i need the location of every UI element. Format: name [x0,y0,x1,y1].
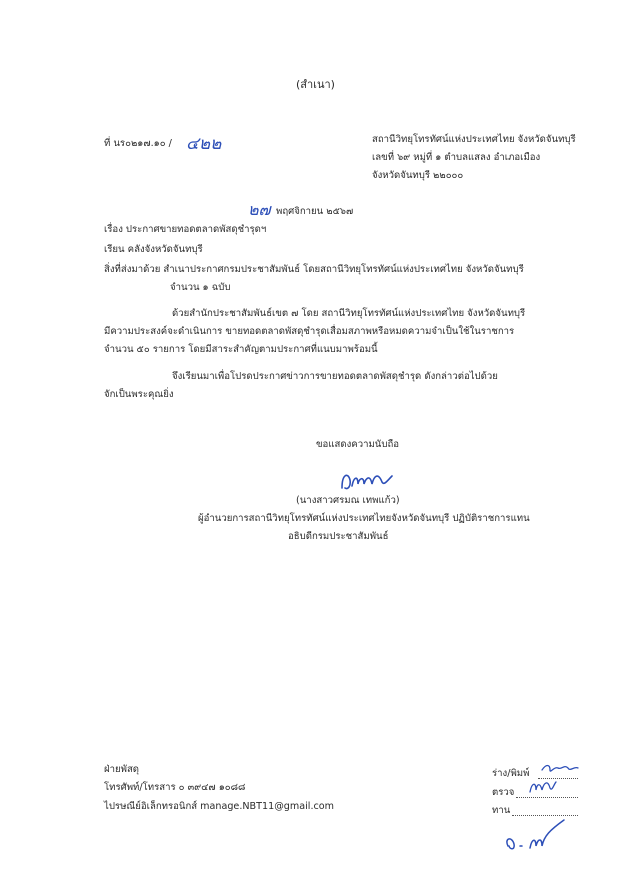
signer-title-line-1: ผู้อำนวยการสถานีวิทยุโทรทัศน์แห่งประเทศไทยจังหวัดจันทบุรี ปฏิบัติราชการแทน [198,513,530,524]
document-title: (สำเนา) [296,78,335,91]
date-day-handwritten: ๒๗ [248,200,271,219]
body-paragraph-1-line-1: ด้วยสำนักประชาสัมพันธ์เขต ๗ โดย สถานีวิทยุโทรทัศน์แห่งประเทศไทย จังหวัดจันทบุรี [172,308,526,319]
body-paragraph-1-line-3: จำนวน ๕๐ รายการ โดยมีสาระสำคัญตามประกาศที่แนบมาพร้อมนี้ [104,344,378,355]
signer-name: (นางสาวศรมณ เทพแก้ว) [296,495,400,506]
date-month-year: พฤศจิกายน ๒๕๖๗ [276,206,354,217]
recipient-line: เรียน คลังจังหวัดจันทบุรี [104,244,203,255]
org-address-line-2: เลขที่ ๖๙ หมู่ที่ ๑ ตำบลแสลง อำเภอเมือง [372,152,541,163]
org-address-line-3: จังหวัดจันทบุรี ๒๒๐๐๐ [372,170,464,181]
typed-by-initials [540,762,580,778]
checked-by-dotted-line [516,797,578,798]
closing-regards: ขอแสดงความนับถือ [316,439,400,450]
reference-number-prefix: ที่ นร๐๒๑๗.๑๐ / [104,138,172,149]
footer-department: ฝ่ายพัสดุ [104,764,140,775]
enclosure-line-2: จำนวน ๑ ฉบับ [170,282,231,293]
checked-by-initials [528,778,558,796]
org-address-line-1: สถานีวิทยุโทรทัศน์แห่งประเทศไทย จังหวัดจันทบุรี [372,134,576,145]
body-paragraph-1-line-2: มีความประสงค์จะดำเนินการ ขายทอดตลาดพัสดุชำรุดเสื่อมสภาพหรือหมดความจำเป็นใช้ในราชการ [104,326,515,337]
body-paragraph-2-line-1: จึงเรียนมาเพื่อโปรดประกาศข่าวการขายทอดตลาดพัสดุชำรุด ดังกล่าวต่อไปด้วย [172,371,498,382]
signature-handwritten [336,466,396,496]
reviewed-by-label: ทาน [492,805,511,816]
reviewed-by-initials [500,816,570,858]
checked-by-label: ตรวจ [492,787,515,798]
reference-number-handwritten: ๔๒๒ [186,134,222,154]
signer-title-line-2: อธิบดีกรมประชาสัมพันธ์ [288,531,389,542]
footer-email: ไปรษณีย์อิเล็กทรอนิกส์ manage.NBT11@gmail.com [104,801,334,812]
footer-phone: โทรศัพท์/โทรสาร ๐ ๓๙๔๗ ๑๐๘๘ [104,782,246,793]
subject-line: เรื่อง ประกาศขายทอดตลาดพัสดุชำรุดฯ [104,224,267,235]
typed-by-label: ร่าง/พิมพ์ [492,768,530,779]
body-paragraph-2-line-2: จักเป็นพระคุณยิ่ง [104,389,174,400]
enclosure-line-1: สิ่งที่ส่งมาด้วย สำเนาประกาศกรมประชาสัมพันธ์ โดยสถานีวิทยุโทรทัศน์แห่งประเทศไทย จังหวัดจันทบุรี [104,264,524,275]
